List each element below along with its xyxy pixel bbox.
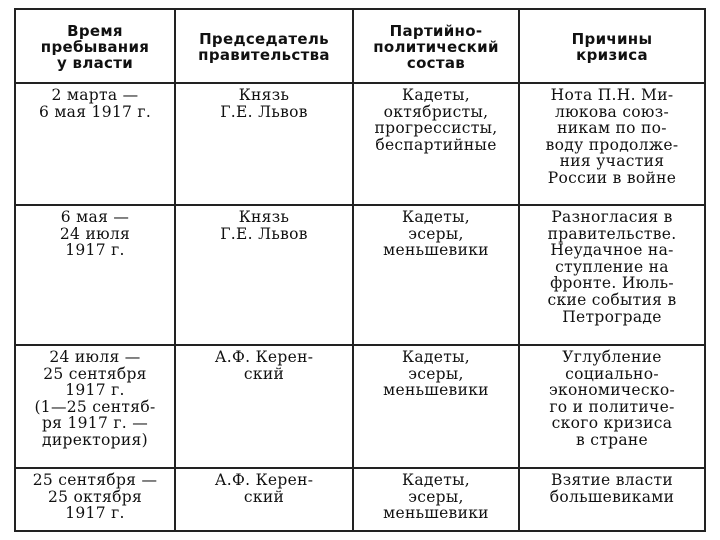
header-line: пребывания: [40, 38, 150, 56]
cell-line: Князь: [238, 86, 290, 104]
provisional-government-table: [14, 8, 706, 532]
cell-line: социально-: [565, 364, 659, 383]
cell-line: ря 1917 г. —: [41, 414, 149, 433]
cell-line: 24 июля: [59, 224, 131, 243]
header-period: [15, 9, 175, 83]
cell-line: эсеры,: [408, 364, 464, 383]
header-line: у власти: [56, 54, 134, 72]
cell-line: Неудачное на-: [550, 241, 674, 260]
cell-period: [15, 345, 175, 468]
cell-line: 1917 г.: [65, 504, 125, 523]
cell-line: меньшевики: [383, 504, 489, 523]
header-line: Партийно-: [389, 22, 483, 40]
cell-chairman: [175, 205, 353, 345]
cell-line: меньшевики: [383, 381, 489, 400]
cell-line: ские события в: [547, 290, 677, 309]
cell-line: октябристы,: [383, 102, 489, 121]
cell-line: 25 сентября —: [32, 471, 158, 489]
cell-chairman: [175, 468, 353, 531]
cell-line: экономическо-: [548, 381, 675, 400]
cell-composition: [353, 468, 519, 531]
header-line: Причины: [571, 30, 653, 48]
table-row: [15, 83, 705, 205]
cell-period: [15, 83, 175, 205]
cell-line: ский: [243, 364, 285, 383]
header-row: [15, 9, 705, 83]
header-line: правительства: [198, 46, 330, 64]
cell-line: Кадеты,: [402, 348, 470, 366]
cell-line: ского кризиса: [551, 414, 673, 433]
cell-line: директория): [42, 430, 148, 449]
cell-line: Кадеты,: [402, 471, 470, 489]
cell-crisis: [519, 205, 705, 345]
cell-crisis: [519, 83, 705, 205]
cell-line: большевиками: [549, 487, 675, 506]
header-composition: [353, 9, 519, 83]
cell-line: Нота П.Н. Ми-: [550, 86, 674, 104]
header-line: Время: [67, 22, 123, 40]
cell-line: А.Ф. Керен-: [214, 348, 314, 366]
cell-period: [15, 205, 175, 345]
cell-line: ский: [243, 487, 285, 506]
header-line: Председатель: [199, 30, 329, 48]
cell-period: [15, 468, 175, 531]
cell-line: никам по по-: [557, 119, 667, 138]
cell-chairman: [175, 83, 353, 205]
table-row: [15, 205, 705, 345]
cell-composition: [353, 83, 519, 205]
cell-line: 2 марта —: [51, 86, 139, 104]
cell-line: правительстве.: [547, 224, 677, 243]
cell-line: 24 июля —: [49, 348, 141, 366]
cell-line: в стране: [576, 430, 648, 449]
table-row: [15, 468, 705, 531]
cell-composition: [353, 205, 519, 345]
header-line: кризиса: [576, 46, 648, 64]
cell-line: го и политиче-: [549, 397, 675, 416]
header-line: политический: [373, 38, 499, 56]
cell-line: эсеры,: [408, 224, 464, 243]
cell-line: эсеры,: [408, 487, 464, 506]
cell-composition: [353, 345, 519, 468]
cell-line: 1917 г.: [65, 381, 125, 400]
cell-line: 1917 г.: [65, 241, 125, 260]
cell-line: 25 октября: [47, 487, 143, 506]
cell-line: меньшевики: [383, 241, 489, 260]
cell-chairman: [175, 345, 353, 468]
cell-line: (1—25 сентяб-: [34, 397, 156, 416]
cell-crisis: [519, 468, 705, 531]
cell-line: Углубление: [562, 348, 662, 366]
header-chairman: [175, 9, 353, 83]
cell-crisis: [519, 345, 705, 468]
cell-line: 6 мая 1917 г.: [38, 102, 152, 121]
table-row: [15, 345, 705, 468]
cell-line: люкова союз-: [554, 102, 670, 121]
cell-line: Г.Е. Львов: [220, 224, 308, 243]
cell-line: фронте. Июль-: [550, 274, 674, 293]
cell-line: ния участия: [559, 152, 665, 171]
cell-line: ступление на: [555, 257, 669, 276]
cell-line: Кадеты,: [402, 86, 470, 104]
header-crisis: [519, 9, 705, 83]
header-line: состав: [406, 54, 466, 72]
cell-line: Князь: [238, 208, 290, 226]
cell-line: Петрограде: [562, 307, 662, 326]
cell-line: 25 сентября: [43, 364, 147, 383]
cell-line: воду продолже-: [545, 135, 679, 154]
cell-line: Разногласия в: [551, 208, 673, 226]
cell-line: России в войне: [547, 168, 677, 187]
cell-line: Кадеты,: [402, 208, 470, 226]
cell-line: 6 мая —: [60, 208, 130, 226]
cell-line: А.Ф. Керен-: [214, 471, 314, 489]
cell-line: прогрессисты,: [374, 119, 498, 138]
cell-line: беспартийные: [375, 135, 497, 154]
cell-line: Взятие власти: [551, 471, 673, 489]
cell-line: Г.Е. Львов: [220, 102, 308, 121]
